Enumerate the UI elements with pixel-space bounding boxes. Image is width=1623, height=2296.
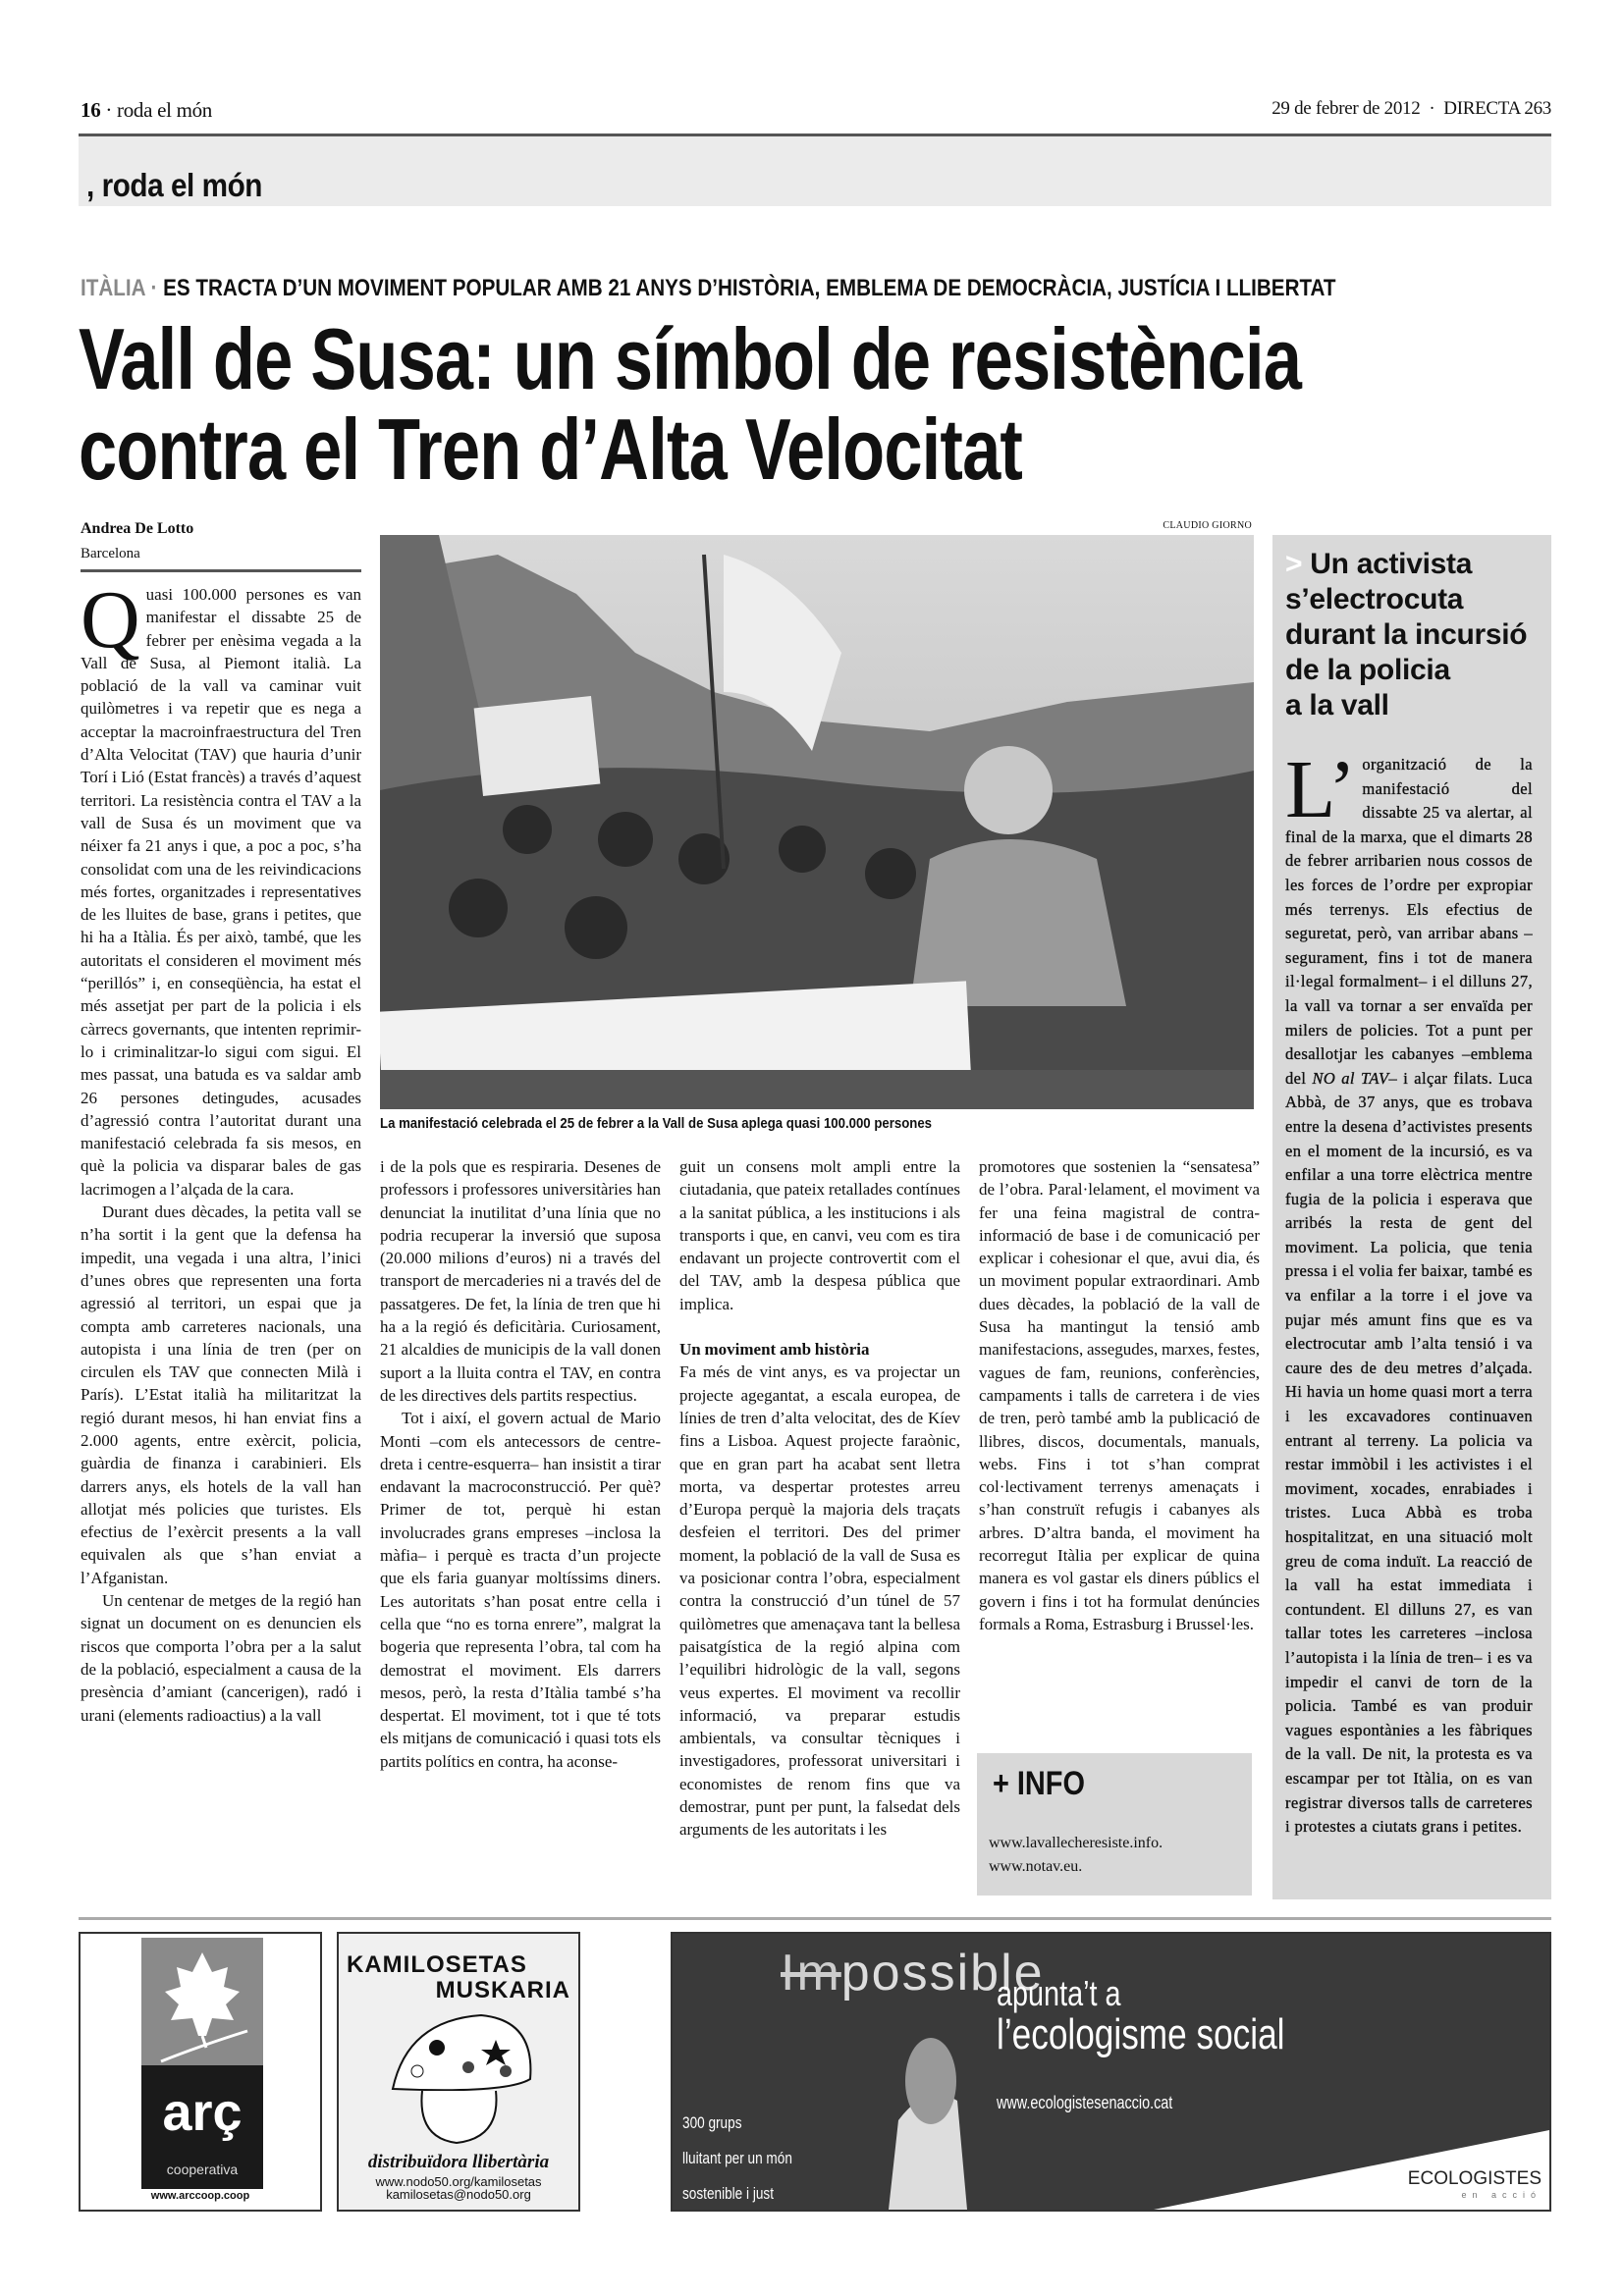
article-column-1 — [81, 574, 361, 1727]
info-link[interactable]: www.lavallecheresiste.info. — [989, 1835, 1163, 1851]
kamilosetas-email[interactable]: kamilosetas@nodo50.org — [386, 2187, 531, 2202]
ecologistes-logo — [1408, 2168, 1542, 2200]
article-column-4 — [979, 1155, 1260, 1635]
leaf-panel — [141, 1938, 263, 2065]
arc-url[interactable]: www.arccoop.coop — [150, 2190, 250, 2202]
muskaria-title: MUSKARIA — [435, 1977, 570, 2003]
crossed-im: Im — [781, 1945, 841, 2002]
paragraph: Tot i així, el govern actual de Mario Monti –com els antecessors de centre-dreta i centre-esquerra– han insistit a tirar endavant la macroconstrucció. Per què? Primer de tot, perquè hi estan involucrades grans empreses –inclosa la màfia– i perquè es tracta d’un projecte que els faria guanyar moltíssims diners. Les autoritats s’han posat entre cella i cella que “no es torna enrere”, malgrat la bogeria que representa l’obra, tal com ha demostrat el moviment. Els darrers mesos, però, la resta d’Itàlia també s’ha despertat. El moviment, tot i que té tots els mitjans de comunicació i quasi tots els partits polítics en contra, ha aconse- — [380, 1409, 661, 1771]
kamilosetas-url[interactable]: www.nodo50.org/kamilosetas — [375, 2174, 542, 2189]
logo-subtext: en acció — [1461, 2190, 1542, 2200]
ecologistes-url[interactable]: www.ecologistesenaccio.cat — [997, 2093, 1173, 2112]
protest-photo — [380, 535, 1254, 1109]
sidebar-text: – i alçar filats. Luca Abbà, de 37 anys, que es trobava entre la desena d’activistes presents en el moment de la incursió, es va enfilar a una torre elèctrica mentre fugia de la policia i esperava que arribés la resta de gent del moviment. La policia, que tenia pressa i el volia fer baixar, també es va enfilar a la torre i el jove va pujar més amunt fins que es va electrocutar amb l’alta tensió i va caure des de deu metres d’alçada. Hi havia un home quasi mort a terra i les excavadores continuaven entrant al terreny. La policia va restar immòbil i les activistes i el moviment, xocades, enrabiades i tristes. Luca Abbà es troba hospitalitzat, en una situació molt greu de coma induït. La reacció de la vall ha estat immediata i contundent. El dilluns 27, es van tallar totes les carreteres –inclosa l’autopista i la línia de tren– i es va impedir el canvi de torn de la policia. També es van produir vagues espontànies a les fàbriques de la vall. De nit, la protesta es va escampar per tot Itàlia, on es van registrar diversos talls de carreteres i protestes a ciutats grans i petites. — [1285, 1068, 1533, 1837]
logo-text: ECOLOGISTES — [1407, 2168, 1542, 2189]
paragraph: Durant dues dècades, la petita vall se n’ha sortit i la gent que la defensa ha impedit, una vegada i una altra, l’inici d’unes obres que representen una forta agressió al territori, un espai que ja compta amb carreteres nacionals, una autopista i una línia de tren (per on circulen els TAV que connecten Milà i París). L’Estat italià ha militaritzat la regió durant mesos, hi han enviat fins a 2.000 agents, entre exèrcit, policia, guàrdia de finanza i carabinieri. Els darrers anys, els hotels de la vall han allotjat més policies que turistes. Els efectius de l’exèrcit presents a la vall equivalen als que s’han enviat a l’Afganistan. — [81, 1202, 361, 1587]
ecologistes-groups — [682, 2106, 792, 2212]
groups-line: sostenible i just — [682, 2184, 774, 2203]
groups-line: 300 grups — [682, 2113, 742, 2132]
info-links — [989, 1832, 1163, 1879]
paragraph: Fa més de vint anys, es va projectar un projecte agegantat, a escala europea, de línies de tren d’alta velocitat, des de Kíev fins a Lisboa. Aquest projecte faraònic, que en gran part ha acabat sent lletra morta, va despertar protestes arreu d’Europa perquè la majoria dels traçats desfeien el territori. Des del primer moment, la població de la vall de Susa es va posicionar contra l’obra, especialment contra la construcció d’un túnel de 57 quilòmetres que amenaçava tant la bellesa paisatgística de la regió alpina com l’equilibri hidrològic de la vall, segons veus expertes. El moviment va recollir informació, va preparar estudis ambientals, va consultar tècniques i investigadores, professorat universitari i economistes de renom fins que va demostrar, punt per punt, la falsedat dels arguments de les autoritats i les — [679, 1362, 960, 1840]
sidebar-text: organització de la manifestació del dissabte 25 va alertar, al final de la marxa, que el dimarts 28 de febrer arribarien nous cossos de les forces de l’ordre per expropiar més terrenys. Els efectius de seguretat, però, van arribar abans –segurament, fins i tot de manera il·legal formalment– i el dilluns 27, la vall va tornar a ser envaïda per milers de policies. Tot a punt per desallotjar les cabanyes –emblema del — [1285, 755, 1533, 1088]
mushroom-icon — [388, 2010, 535, 2148]
arc-logo — [141, 1938, 263, 2189]
page-number: 16 — [81, 98, 101, 122]
photo-caption: La manifestació celebrada el 25 de febrer a la Vall de Susa aplega quasi 100.000 persones — [380, 1115, 933, 1132]
groups-line: lluitant per un món — [682, 2149, 792, 2167]
paragraph: i de la pols que es respiraria. Desenes de professors i professores universitàries han denunciat la inutilitat d’una línia que no podria recuperar la inversió que suposa (20.000 milions d’euros) ni a través del transport de mercaderies ni a través del de passatgeres. De fet, la línia de tren que hi ha a la regió és deficitària. Curiosament, 21 alcaldies de municipis de la vall donen suport a la lluita contra el TAV, en contra de les directives dels partits respectius. — [380, 1157, 661, 1405]
paragraph: promotores que sostenien la “sensatesa” de l’obra. Paral·lelament, el moviment va fer una feina magistral de contra-informació de base i de comunicació per explicar i cohesionar el que, avui dia, és un moviment popular extraordinari. Amb dues dècades, la població de la vall de Susa ha mantingut la tensió amb manifestacions, assegudes, marxes, festes, vagues de fam, reunions, conferències, campaments i talls de carretera i de vies de tren, però també amb la publicació de llibres, discos, documentals, manuals, webs. Fins i tot s’han comprat col·lectivament terrenys amenaçats i s’han construït refugis i cabanyes als arbres. D’altra banda, el moviment ha recorregut Itàlia per explicar de quina manera es vol gastar els diners públics el govern i fins i tot ha formulat denúncies formals a Roma, Estrasburg i Brussel·les. — [979, 1157, 1260, 1633]
kicker — [81, 275, 1336, 302]
sidebar-title-line: de la policia — [1285, 654, 1450, 686]
sidebar-title-line: a la vall — [1285, 689, 1389, 721]
author: Andrea De Lotto — [81, 520, 194, 537]
arrow-icon: > — [1285, 548, 1303, 580]
leaf-icon — [141, 1938, 263, 2065]
ad-ecologistes[interactable] — [671, 1932, 1551, 2212]
drop-cap: Q — [81, 574, 140, 666]
ad-kamilosetas[interactable] — [337, 1932, 580, 2212]
sidebar-title — [1285, 547, 1527, 723]
headline-line: l’ecologisme social — [997, 2010, 1285, 2058]
possible-word: possible — [840, 1945, 1045, 2002]
bottom-rule — [79, 1917, 1551, 1920]
subheading: Un moviment amb història — [679, 1340, 870, 1360]
kamilosetas-title: KAMILOSETAS — [347, 1951, 527, 1978]
kicker-text: ES TRACTA D’UN MOVIMENT POPULAR AMB 21 ANYS D’HISTÒRIA, EMBLEMA DE DEMOCRÀCIA, JUSTÍCIA I LLIBERTAT — [163, 275, 1336, 301]
photo-credit: CLAUDIO GIORNO — [1163, 520, 1252, 531]
kicker-place: ITÀLIA · — [81, 275, 158, 301]
headline-line: apunta’t a — [997, 1973, 1121, 2013]
sidebar-body — [1285, 744, 1533, 1840]
ad-arc-cooperativa[interactable] — [79, 1932, 322, 2212]
kamilosetas-contact — [339, 2175, 578, 2201]
kamilosetas-tagline: distribuïdora llibertària — [367, 2152, 550, 2172]
headline-line: Vall de Susa: un símbol de resistència — [79, 310, 1302, 407]
sidebar-italic: NO al TAV — [1312, 1068, 1389, 1088]
info-box — [977, 1753, 1252, 1896]
headline-line: contra el Tren d’Alta Velocitat — [79, 400, 1023, 498]
article-column-2 — [380, 1155, 661, 1773]
section-title: , roda el món — [86, 167, 262, 203]
byline-rule — [81, 569, 361, 572]
paragraph: guit un consens molt ampli entre la ciutadania, que pateix retallades contínues a la sanitat pública, a les institucions i als transports i que, en canvi, veu com es tira endavant un projecte controvertit com el del TAV, amb la despesa pública que implica. — [679, 1157, 960, 1313]
issue-date: 29 de febrer de 2012 — [1271, 98, 1421, 119]
article-column-3 — [679, 1155, 960, 1842]
section-band — [79, 136, 1551, 206]
info-link[interactable]: www.notav.eu. — [989, 1858, 1083, 1875]
info-title: + INFO — [993, 1765, 1085, 1802]
ecologistes-headline — [997, 1973, 1284, 2056]
location: Barcelona — [81, 546, 140, 561]
headline — [79, 310, 1302, 498]
paragraph-text: uasi 100.000 persones es van manifestar el dissabte 25 de febrer per enèsima vegada a la Vall de Susa, al Piemont italià. La població de la vall va caminar vuit quilòmetres i va repetir que es nega a acceptar la macroinfraestructura del Tren d’Alta Velocitat (TAV) que hauria d’unir Torí i Lió (Estat francès) a través d’aquest territori. La resistència contra el TAV a la vall de Susa és un moviment que va néixer fa 21 anys i que, a poc a poc, s’ha consolidat com una de les reivindicacions més fortes, organitzades i representatives de les lluites de base, grans i petites, que hi ha a Itàlia. És per això, també, que les autoritats el consideren el moviment més “perillós” i, en conseqüència, ha estat el més assetjat per part de la policia i els càrrecs governants, que intenten reprimir-lo i criminalitzar-lo sigui com sigui. El mes passat, una batuda es va saldar amb 26 persones detingudes, acusades d’agressió contra l’autoritat durant una manifestació celebrada fa sis mesos, en què la policia va disparar bales de gas lacrimogen a l’alçada de la cara. — [81, 585, 361, 1199]
sidebar-box — [1272, 535, 1551, 1899]
page-folio — [81, 98, 212, 123]
folio-section: · roda el món — [105, 98, 213, 122]
sidebar-title-line: durant la incursió — [1285, 618, 1528, 651]
paragraph — [81, 574, 361, 1201]
arc-subtitle: cooperativa — [166, 2162, 239, 2177]
arc-name: arç — [162, 2083, 243, 2142]
dateline — [1271, 98, 1551, 120]
issue-number: DIRECTA 263 — [1443, 98, 1551, 119]
paragraph: Un centenar de metges de la regió han signat un document on es denuncien els riscos que comporta l’obra per a la salut de la població, especialment a causa de la presència d’amiant (cancerigen), radó i urani (elements radioactius) a la vall — [81, 1591, 361, 1725]
sidebar-title-line: s’electrocuta — [1285, 583, 1464, 615]
separator: · — [1429, 98, 1435, 119]
drop-cap: L’ — [1285, 744, 1357, 835]
sidebar-title-line: Un activista — [1310, 548, 1473, 580]
